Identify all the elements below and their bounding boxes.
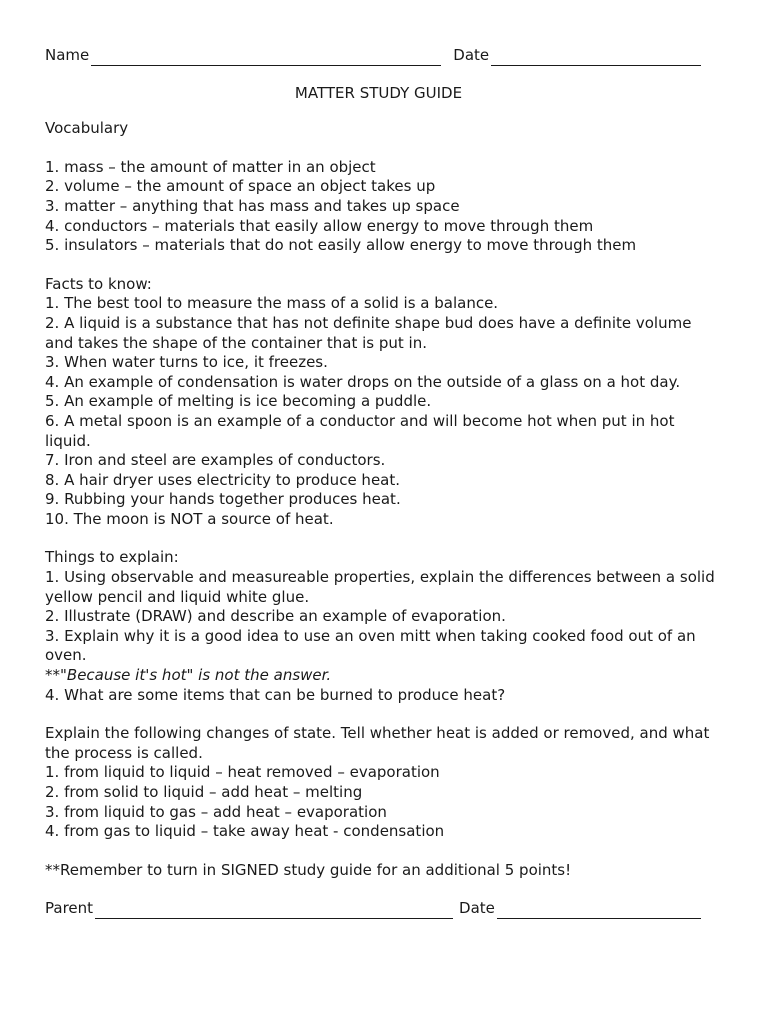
fact-item: 3. When water turns to ice, it freezes.: [45, 353, 328, 372]
name-date-row: [45, 46, 718, 66]
fact-item: 2. A liquid is a substance that has not definite shape bud does have a definite volume and takes the shape of the container that is put in.: [45, 313, 692, 352]
facts-list: [45, 294, 718, 529]
change-item: 1. from liquid to liquid – heat removed – evaporation: [45, 763, 440, 782]
name-blank-line: [91, 51, 441, 66]
changes-list: [45, 763, 718, 841]
date-label: Date: [453, 46, 490, 64]
fact-item: 6. A metal spoon is an example of a conductor and will become hot when put in hot liquid.: [45, 411, 675, 450]
vocabulary-item: 1. mass – the amount of matter in an object: [45, 157, 376, 176]
parent-label: Parent: [45, 899, 94, 918]
page-title: MATTER STUDY GUIDE: [294, 83, 463, 102]
explain-item: 2. Illustrate (DRAW) and describe an example of evaporation.: [45, 607, 506, 626]
fact-item: 7. Iron and steel are examples of conductors.: [45, 451, 386, 470]
change-item: 3. from liquid to gas – add heat – evaporation: [45, 802, 387, 821]
fact-item: 1. The best tool to measure the mass of a solid is a balance.: [45, 294, 499, 313]
explain-heading: Things to explain:: [45, 548, 179, 567]
fact-item: 4. An example of condensation is water drops on the outside of a glass on a hot day.: [45, 372, 681, 391]
footer-date-blank-line: [497, 904, 701, 919]
fact-item: 9. Rubbing your hands together produces heat.: [45, 490, 401, 509]
vocabulary-list: [45, 158, 718, 256]
vocabulary-item: 5. insulators – materials that do not easily allow energy to move through them: [45, 236, 637, 255]
change-item: 2. from solid to liquid – add heat – melting: [45, 783, 363, 801]
reminder-text: **Remember to turn in SIGNED study guide for an additional 5 points!: [45, 860, 572, 879]
name-label: Name: [45, 46, 90, 64]
fact-item: 5. An example of melting is ice becoming a puddle.: [45, 392, 432, 411]
explain-list: [45, 568, 718, 705]
explain-note: **"Because it's hot" is not the answer.: [45, 666, 332, 685]
explain-item: 1. Using observable and measureable properties, explain the differences between a solid yellow pencil and liquid white glue.: [45, 568, 715, 606]
change-item: 4. from gas to liquid – take away heat - condensation: [45, 822, 445, 841]
vocabulary-heading: Vocabulary: [45, 119, 129, 138]
changes-intro: Explain the following changes of state. Tell whether heat is added or removed, and what the process is called.: [45, 724, 710, 762]
facts-heading: Facts to know:: [45, 274, 152, 293]
vocabulary-item: 4. conductors – materials that easily allow energy to move through them: [45, 216, 594, 235]
date-blank-line: [491, 51, 701, 66]
parent-blank-line: [95, 904, 453, 919]
vocabulary-item: 2. volume – the amount of space an object takes up: [45, 177, 436, 196]
footer-date-label: Date: [459, 899, 495, 918]
vocabulary-item: 3. matter – anything that has mass and takes up space: [45, 196, 460, 215]
explain-item: 4. What are some items that can be burned to produce heat?: [45, 685, 506, 704]
parent-date-row: [45, 899, 718, 919]
fact-item: 10. The moon is NOT a source of heat.: [45, 509, 334, 528]
fact-item: 8. A hair dryer uses electricity to produce heat.: [45, 470, 401, 489]
explain-item: 3. Explain why it is a good idea to use an oven mitt when taking cooked food out of an oven.: [45, 626, 696, 665]
